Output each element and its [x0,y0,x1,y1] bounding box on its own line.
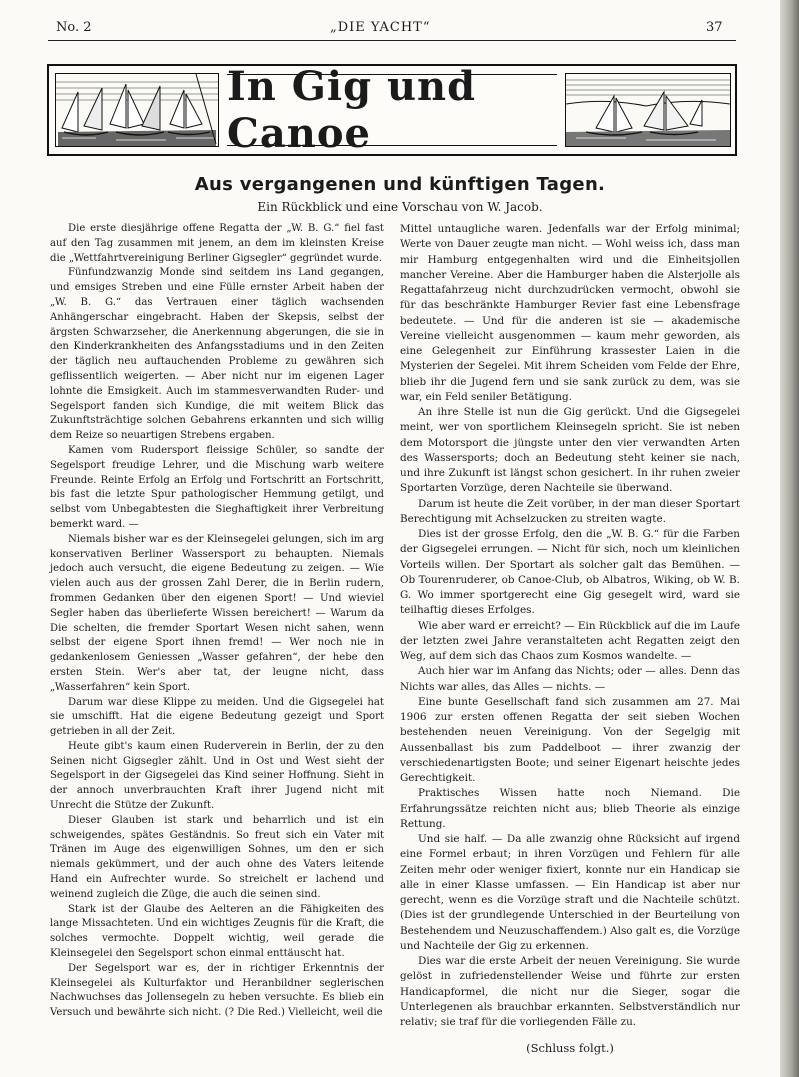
paragraph: Praktisches Wissen hatte noch Niemand. Die Erfahrungssätze reichten nicht aus; blieb Theorie als einzige Rettung. [400,787,740,830]
continuation-note: (Schluss folgt.) [526,1041,614,1055]
paragraph: Mittel untaugliche waren. Jedenfalls war der Erfolg minimal; Werte von Dauer zeugte man nicht. — Wohl weiss ich, dass man mir Hamburg entgegenhalten wird und die Einheitsjollen mancher Vereine. Aber die Hamburger haben die Alsterjolle als Regattafahrzeug nicht durchzudrücken vermocht, obwohl sie für das beschränkte Hamburger Revier fast eine Lebensfrage bedeutete. — Und für die anderen ist sie — akademische Vereine vielleicht ausgenommen — kaum mehr geworden, als eine Gelegenheit zur Einführung krassester Laien in die Mysterien der Segelei. Mit ihrem Scheiden vom Felde der Ehre, blieb ihr die Jugend fern und sie sank zurück zu dem, was sie war, ein Feld seniler Betätigung. [400,223,740,403]
paragraph: Niemals bisher war es der Kleinsegelei gelungen, sich im arg konservativen Berliner Wassersport zu behaupten. Niemals jedoch auch versucht, die eigene Bedeutung zu zeigen. — Wie vielen auch aus der grossen Zahl Derer, die in Berlin rudern, frommen Gedanken über den eigenen Sport! — Und wieviel Segler haben das überlieferte Wissen bereichert! — Warum da Die schelten, die fremder Sportart Wesen nicht sahen, wenn selbst der eigene Sport ihnen fremd! — Wer noch nie in gedankenlosem Geniessen „Wasser gefahren“, der hebe den ersten Stein. Wer's aber tat, der leugne nicht, dass „Wasserfahren“ kein Sport. [50,533,384,693]
paragraph: Darum war diese Klippe zu meiden. Und die Gigsegelei hat sie umschifft. Hat die eigene Bedeutung gezeigt und Sport getrieben in all der Zeit. [50,696,384,738]
paragraph: Darum ist heute die Zeit vorüber, in der man dieser Sportart Berechtigung mit Achselzucken zu streiten wagte. [400,497,740,525]
paragraph: An ihre Stelle ist nun die Gig gerückt. Und die Gigsegelei meint, wer von sportlichem Kleinsegeln spricht. Sie ist neben dem Motorsport die jüngste unter den vier verwandten Arten des Wassersports; doch an Bedeutung steht keiner sie nach, und ihre Zukunft ist längst schon gesichert. In ihr ruhen zweier Sportarten Vorzüge, deren Nachteile sie überwand. [400,406,740,495]
article-title: Aus vergangenen und künftigen Tagen. [194,174,606,195]
sailboats-illustration-right [565,73,731,147]
header-rule [48,40,736,41]
left-column [50,222,384,1021]
paragraph: Und sie half. — Da alle zwanzig ohne Rücksicht auf irgend eine Formel erbaut; in ihren Vorzügen und Fehlern für alle Zeiten mehr oder weniger fixiert, konnte nur ein Handicap sie alle in einer Klasse umfassen. — Ein Handicap ist aber nur gerecht, wenn es die Vorzüge straft und die Nachteile schützt. (Dies ist der grundlegende Unterschied in der Beurteilung von Bestehendem und Neuzuschaffendem.) Also galt es, die Vorzüge und Nachteile der Gig zu erkennen. [400,833,740,952]
paragraph: Fünfundzwanzig Monde sind seitdem ins Land gegangen, und emsiges Streben und eine Fülle ernster Arbeit haben der „W. B. G.“ das Vertrauen einer täglich wachsenden Anhängerschar eingebracht. Haben der Skepsis, selbst der ärgsten Schwarzseher, die Anerkennung abgerungen, die sie in den Kinderkrankheiten des Anfangsstadiums und in den Zeiten der täglich neu auftauchenden Probleme zu gewähren sich geflissentlich weigerten. — Aber nicht nur im eigenen Lager lohnte die Emsigkeit. Auch im stammesverwandten Ruder- und Segelsport fanden sich Kundige, die mit weitem Blick das Zukunftsträchtige solchen Gebahrens erkannten und sich willig dem Reize so neuartigen Strebens ergaben. [50,267,384,442]
paragraph: Dies war die erste Arbeit der neuen Vereinigung. Sie wurde gelöst in zufriedenstellender Weise und führte zur ersten Handicapformel, die nicht nur die Sieger, sogar die Unterlegenen als brauchbar erkannten. Selbstverständlich nur relativ; sie traf für die vorliegenden Fälle zu. [400,955,740,1028]
page-number: 37 [706,20,723,35]
article-subtitle: Ein Rückblick und eine Vorschau von W. Jacob. [257,200,543,214]
paragraph: Wie aber ward er erreicht? — Ein Rückblick auf die im Laufe der letzten zwei Jahre veranstalteten acht Regatten zeigt den Weg, auf dem sich das Chaos zum Kosmos wandelte. — [400,619,740,662]
issue-number: No. 2 [56,20,92,35]
page-edge [780,0,799,1077]
paragraph: Dieser Glauben ist stark und beharrlich und ist ein schweigendes, spätes Geständnis. So freut sich ein Vater mit Tränen im Auge des eigenwilligen Sohnes, um den er sich niemals gekümmert, und der auch ohne des Vaters leitende Hand ein Aufrechter wurde. So streichelt er lachend und weinend zugleich die Züge, die auch die seinen sind. [50,814,384,900]
section-title: In Gig und Canoe [227,63,477,157]
section-banner [47,64,737,156]
paragraph: Kamen vom Rudersport fleissige Schüler, so sandte der Segelsport freudige Lehrer, und die Mischung warb weitere Freunde. Reinte Erfolg an Erfolg und Fortschritt an Fortschritt, bis fast die letzte Spur pathologischer Hemmung getilgt, und selbst vom Unbegabtesten die Sieghaftigkeit ihrer Verbreitung bemerkt ward. — [50,444,384,530]
paragraph: Dies ist der grosse Erfolg, den die „W. B. G.“ für die Farben der Gigsegelei errungen. — Nicht für sich, noch um kleinlichen Vorteils willen. Der Sportart als solcher galt das Bemühen. — Ob Tourenruderer, ob Canoe-Club, ob Albatros, Wiking, ob W. B. G. Wo immer sportgerecht eine Gig gesegelt wird, ward sie teilhaftig dieses Erfolges. [400,528,740,617]
magazine-name: „DIE YACHT“ [330,20,431,35]
paragraph: Die erste diesjährige offene Regatta der „W. B. G.“ fiel fast auf den Tag zusammen mit jenem, an dem im kleinsten Kreise die „Wettfahrtvereinigung Berliner Gigsegler“ gegründet wurde. [50,223,384,264]
paragraph: Stark ist der Glaube des Aelteren an die Fähigkeiten des lange Missachteten. Und ein wichtiges Zeugnis für die Kraft, die solches vermochte. Doppelt wichtig, weil gerade die Kleinsegelei den Segelsport schon einmal enttäuscht hat. [50,903,384,960]
paragraph: Der Segelsport war es, der in richtiger Erkenntnis der Kleinsegelei als Kulturfaktor und Heranbildner seglerischen Nachwuchses das Jollensegeln zu heben versuchte. Es blieb ein Versuch und bewährte sich nicht. (? Die Red.) Vielleicht, weil die [50,962,384,1019]
paragraph: Auch hier war im Anfang das Nichts; oder — alles. Denn das Nichts war alles, das Alles — nichts. — [400,665,740,693]
right-column [400,222,740,1030]
sailboats-illustration-left [55,73,219,147]
section-banner-title-box [227,63,557,157]
paragraph: Eine bunte Gesellschaft fand sich zusammen am 27. Mai 1906 zur ersten offenen Regatta der seit sieben Wochen bestehenden neuen Vereinigung. Von der Segelgig mit Aussenballast bis zum Paddelboot — ihrer zwanzig der verschiedenartigsten Boote; und seiner Eigenart heischte jedes Gerechtigkeit. [400,695,740,784]
paragraph: Heute gibt's kaum einen Ruderverein in Berlin, der zu den Seinen nicht Gigsegler zählt. Und in Ost und West sieht der Segelsport in der Gigsegelei das Kind seiner Hoffnung. Sieht in der annoch unverbrauchten Kraft ihrer Jugend nicht mit Unrecht die Stütze der Zukunft. [50,740,384,812]
